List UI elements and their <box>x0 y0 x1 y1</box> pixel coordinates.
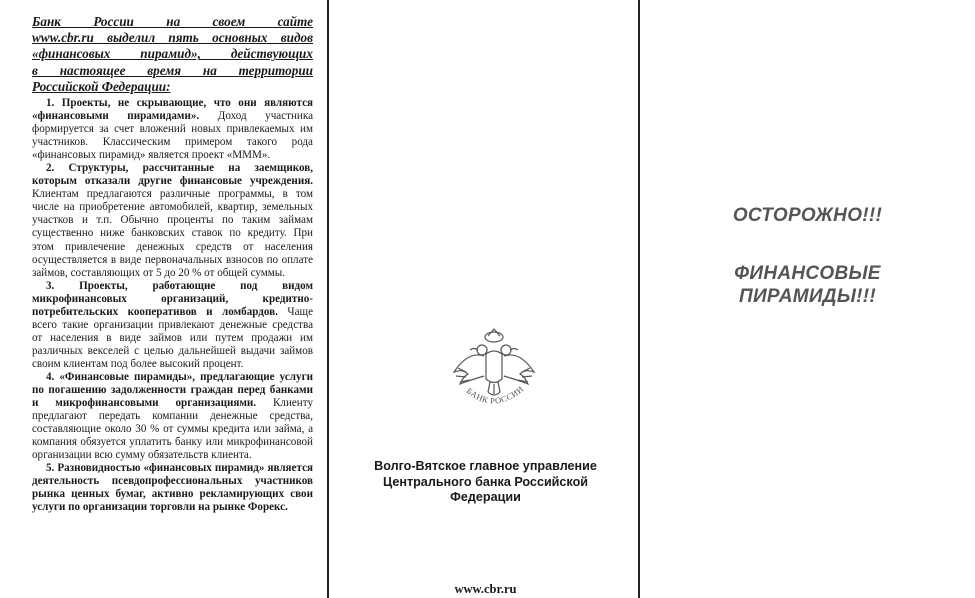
website-url: www.cbr.ru <box>454 582 517 596</box>
pyramid-type-2-heading: 2. Структуры, рассчитанные на заемщиков, которым отказали другие финансовые учреждения. <box>32 162 313 188</box>
pyramid-type-4-heading: 4. «Финансовые пирамиды», предлагающие услуги по погашению задолженности граждан перед банками и микрофинансовыми организациями. <box>32 371 313 410</box>
emblem-label: БАНК РОССИИ <box>464 383 526 406</box>
bank-of-russia-emblem-icon <box>444 324 544 424</box>
pyramid-type-3-text: Чаще всего такие организации привлекают денежные средства от населения в виде займов или путем продажи им различных векселей с целью дальнейшей выдачи займов своим клиентам под более высокий процент. <box>32 305 313 370</box>
cover-title <box>640 262 975 308</box>
intro-line: Российской Федерации: <box>32 78 171 94</box>
pyramid-type-4 <box>32 371 313 462</box>
warning-heading: ОСТОРОЖНО!!! <box>732 205 883 226</box>
left-panel <box>0 0 327 598</box>
pyramid-type-4-text: Клиенту предлагают передать компании денежные средства, составляющие около 30 % от суммы кредита или займа, а компания обязуется уплатить банку или микрофинансовой организации всю сумму обязательств клиента. <box>32 397 313 462</box>
intro-line: Банк России на своем сайте <box>32 14 313 29</box>
middle-panel <box>327 0 640 598</box>
pyramid-type-1-text: Доход участника формируется за счет вложений новых привлекаемых им участников. Классическим примером такого рода «финансовых пирамид» является проект «МММ». <box>32 110 313 162</box>
pyramid-type-1 <box>32 97 313 162</box>
intro-line: в настоящее время на территории <box>32 62 313 78</box>
intro-heading <box>32 14 313 95</box>
pyramid-type-5-heading: 5. Разновидностью «финансовых пирамид» является деятельность псевдопрофессиональных участников рынка ценных бумаг, активно рекламирующих свои услуги по организации торговли на рынке Форекс. <box>32 462 313 514</box>
cover-title-line-2: ПИРАМИДЫ!!! <box>738 286 877 307</box>
right-panel <box>640 0 975 598</box>
cover-title-line-1: ФИНАНСОВЫЕ <box>734 263 881 284</box>
intro-line: «финансовых пирамид», действующих <box>32 46 313 62</box>
organization-name: Волго-Вятское главное управление Центрального банка Российской Федерации <box>374 459 597 504</box>
pyramid-type-2 <box>32 162 313 279</box>
pyramid-type-3 <box>32 280 313 371</box>
pyramid-type-5 <box>32 462 313 514</box>
pyramid-type-3-heading: 3. Проекты, работающие под видом микрофинансовых организаций, кредитно-потребительских кооперативов и ломбардов. <box>32 279 313 318</box>
pyramid-type-1-heading: 1. Проекты, не скрывающие, что они являются «финансовыми пирамидами». <box>32 97 313 123</box>
pyramid-type-2-text: Клиентам предлагаются различные программы, в том числе на приобретение автомобилей, квартир, земельных участков и т.п. Обычно проценты по таким займам существенно ниже банковских ставок по кредиту. При этом привлечение денежных средств от населения осуществляется в виде первоначальных взносов по оплате займов, составляющих от 5 до 20 % от общей суммы. <box>32 188 313 279</box>
intro-line: www.cbr.ru выделил пять основных видов <box>32 30 313 46</box>
